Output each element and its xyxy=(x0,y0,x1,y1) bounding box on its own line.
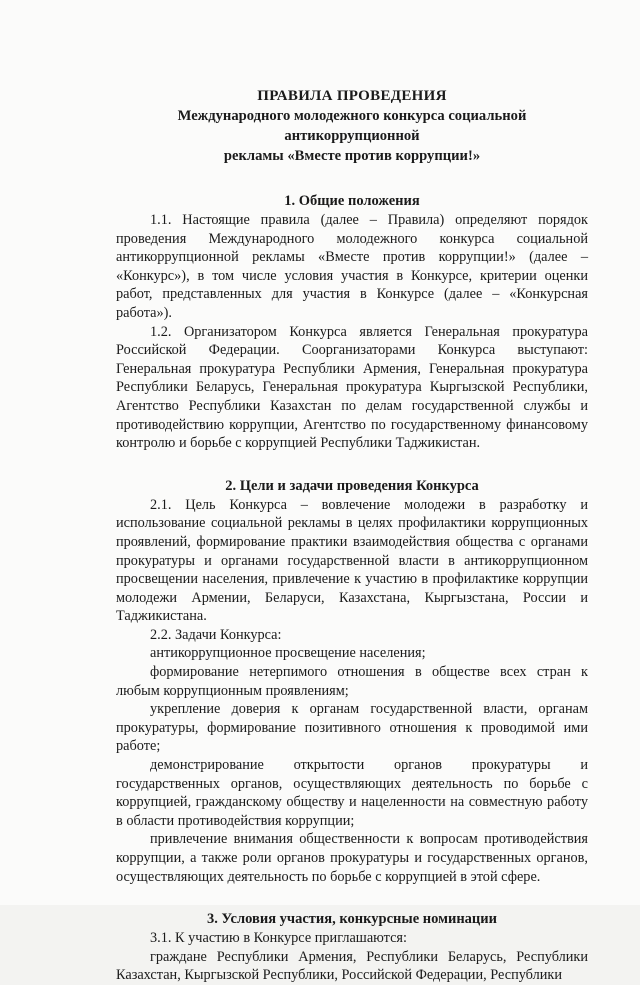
section-3-heading: 3. Условия участия, конкурсные номинации xyxy=(206,911,497,928)
section-2-heading: 2. Цели и задачи проведения Конкурса xyxy=(225,477,479,494)
document-subtitle-line2: рекламы «Вместе против коррупции!» xyxy=(223,148,481,164)
section-1-heading: 1. Общие положения xyxy=(284,193,420,209)
task-item: демонстрирование открытости органов прокуратуры и государственных органов, осуществляющих деятельность по борьбе с коррупцией, гражданскому обществу и нацеленности на совместную работу в области противодействия коррупции; xyxy=(116,757,588,829)
document-title: ПРАВИЛА ПРОВЕДЕНИЯ xyxy=(257,88,447,104)
paragraph-2-2: 2.2. Задачи Конкурса: xyxy=(150,626,282,643)
paragraph-2-1: 2.1. Цель Конкурса – вовлечение молодежи в разработку и использование социальной рекламы в целях профилактики коррупционных проявлений, формирование практики взаимодействия общества с органами прокуратуры и органами государственной власти в антикоррупционном просвещении населения, привлечение к участию в профилактике коррупции молодежи Армении, Беларуси, Казахстана, Кыргызстана, России и Таджикистана. xyxy=(116,496,588,625)
document-subtitle-line1: Международного молодежного конкурса социальной антикоррупционной xyxy=(177,108,527,144)
task-item: привлечение внимания общественности к вопросам противодействия коррупции, а также роли органов прокуратуры и государственных органов, осуществляющих деятельность по борьбе с коррупцией в этой сфере. xyxy=(116,831,588,885)
paragraph-1-2: 1.2. Организатором Конкурса является Генеральная прокуратура Российской Федерации. Соорганизаторами Конкурса выступают: Генеральная прокуратура Республики Армения, Генеральная прокуратура Республики Беларусь, Генеральная прокуратура Кыргызской Республики, Агентство Республики Казахстан по делам государственной службы и противодействию коррупции, Агентство по государственному финансовому контролю и борьбе с коррупцией Республики Таджикистан. xyxy=(116,323,588,452)
paragraph-3-1a: граждане Республики Армения, Республики Беларусь, Республики Казахстан, Кыргызской Республики, Российской Федерации, Республики xyxy=(116,948,588,984)
paragraph-1-1: 1.1. Настоящие правила (далее – Правила) определяют порядок проведения Международного молодежного конкурса социальной антикоррупционной рекламы «Вместе против коррупции!» (далее – «Конкурс»), в том числе условия участия в Конкурсе, критерии оценки работ, представленных для участия в Конкурсе (далее – «Конкурсная работа»). xyxy=(116,212,588,321)
task-item: формирование нетерпимого отношения в обществе всех стран к любым коррупционным проявлениям; xyxy=(116,664,588,699)
task-item: антикоррупционное просвещение населения; xyxy=(150,645,426,662)
paragraph-3-1: 3.1. К участию в Конкурсе приглашаются: xyxy=(150,930,407,947)
task-item: укрепление доверия к органам государственной власти, органам прокуратуры, формирование позитивного отношения к проводимой ими работе; xyxy=(116,701,588,755)
